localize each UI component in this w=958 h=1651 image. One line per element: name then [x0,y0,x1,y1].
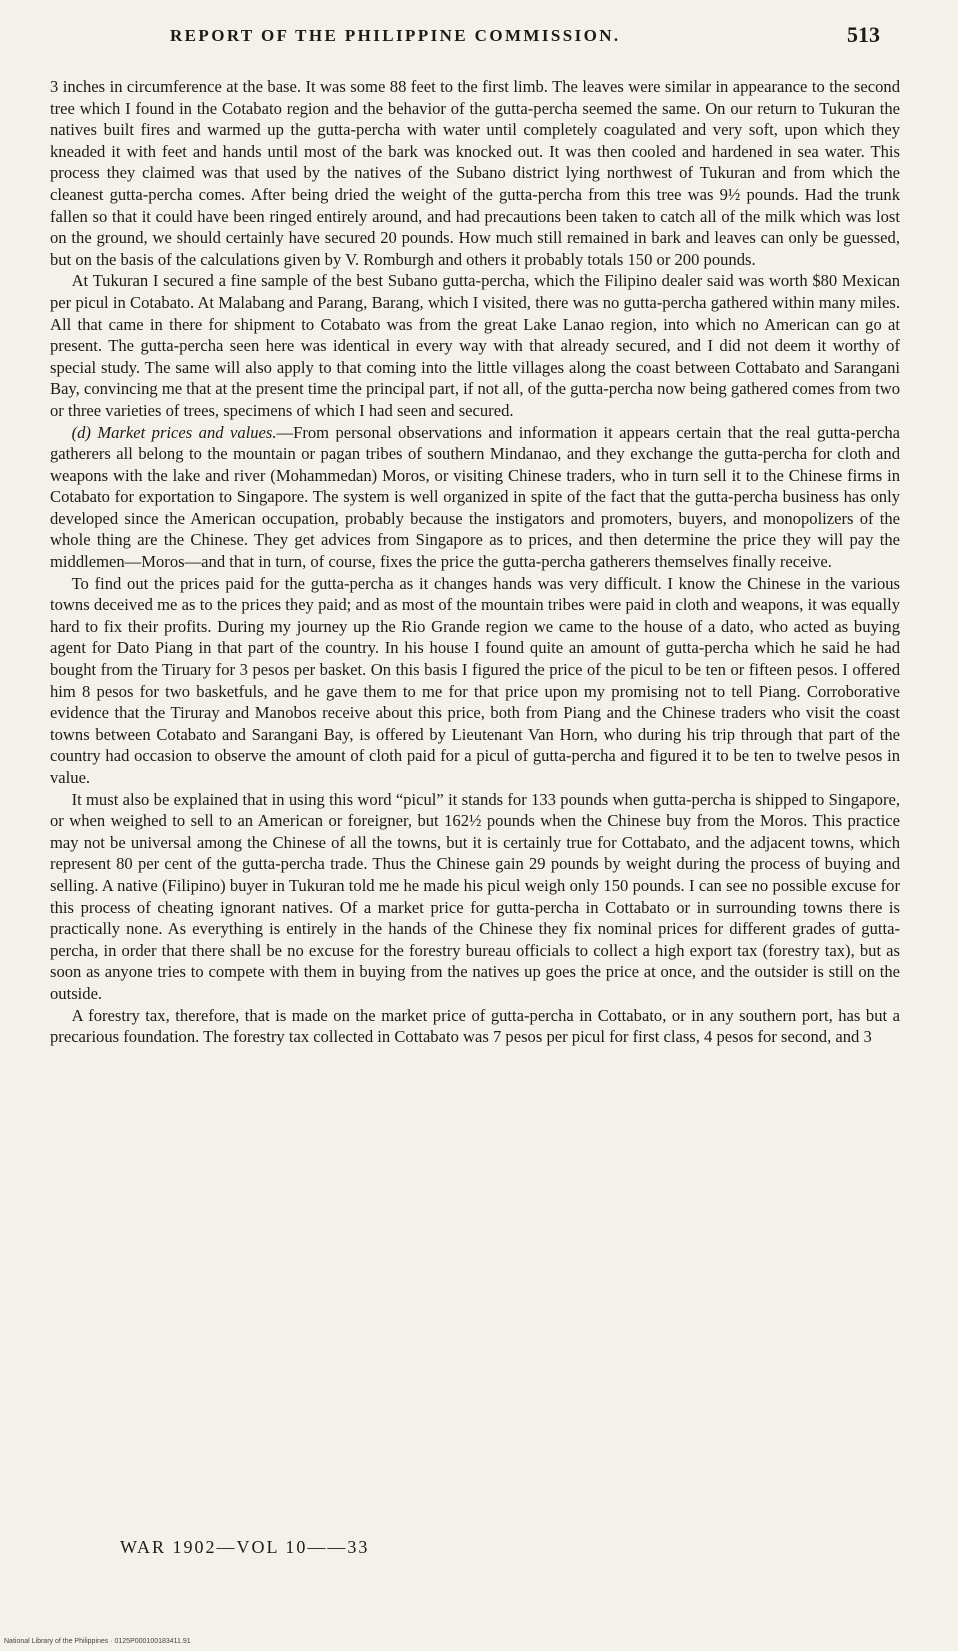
paragraph-3: (d) Market prices and values.—From personal observations and information it appears certain that the real gutta-percha gatherers all belong to the mountain or pagan tribes of southern Mindanao, and they exchange the gutta-percha for cloth and weapons with the lake and river (Mohammedan) Moros, or visiting Chinese traders, who in turn sell it to the Chinese firms in Cotabato for exportation to Singapore. The system is well organized in spite of the fact that the gutta-percha business has only developed since the American occupation, probably because the instigators and promoters, buyers, and monopolizers of the whole thing are the Chinese. They get advices from Singapore as to prices, and then determine the price they will pay the middlemen—Moros—and that in turn, of course, fixes the price the gutta-percha gatherers themselves finally receive. [50,422,900,572]
scan-imprint: National Library of the Philippines · 0125P000100183411.91 [4,1638,191,1645]
paragraph-4: To find out the prices paid for the gutta-percha as it changes hands was very difficult. I know the Chinese in the various towns deceived me as to the prices they paid; and as most of the mountain tribes were paid in cloth and weapons, it was equally hard to fix their profits. During my journey up the Rio Grande region we came to the house of a dato, who acted as buying agent for Dato Piang in that part of the country. In his house I found quite an amount of gutta-percha which he said he had bought from the Tiruary for 3 pesos per basket. On this basis I figured the price of the picul to be ten or fifteen pesos. I offered him 8 pesos for two basketfuls, and he gave them to me for that price upon my promising not to tell Piang. Corroborative evidence that the Tiruray and Manobos receive about this price, both from Piang and the Chinese traders who visit the coast towns between Cotabato and Sarangani Bay, is offered by Lieutenant Van Horn, who during his trip through that part of the country had occasion to observe the amount of cloth paid for a picul of gutta-percha and figured it to be ten to twelve pesos in value. [50,573,900,787]
running-head: REPORT OF THE PHILIPPINE COMMISSION. [170,26,621,45]
paragraph-6: A forestry tax, therefore, that is made on the market price of gutta-percha in Cottabato, or in any southern port, has but a precarious foundation. The forestry tax collected in Cottabato was 7 pesos per picul for first class, 4 pesos for second, and 3 [50,1005,900,1047]
page-header [160,20,880,50]
paragraph-2: At Tukuran I secured a fine sample of the best Subano gutta-percha, which the Filipino dealer said was worth $80 Mexican per picul in Cotabato. At Malabang and Parang, Barang, which I visited, there was no gutta-percha gathered within many miles. All that came in there for shipment to Cotabato was from the great Lake Lanao region, into which no American can go at present. The gutta-percha seen here was identical in every way with that already secured, and I did not deem it worthy of special study. The same will also apply to that coming into the little villages along the coast between Cottabato and Sarangani Bay, convincing me that at the present time the principal part, if not all, of the gutta-percha now being gathered comes from two or three varieties of trees, specimens of which I had seen and secured. [50,271,900,420]
paragraph-5: It must also be explained that in using this word “picul” it stands for 133 pounds when gutta-percha is shipped to Singapore, or when weighed to sell to an American or foreigner, but 162½ pounds when the Chinese buy from the Moros. This practice may not be universal among the Chinese of all the towns, but it is certainly true for Cottabato, and the adjacent towns, which represent 80 per cent of the gutta-percha trade. Thus the Chinese gain 29 pounds by weight during the process of buying and selling. A native (Filipino) buyer in Tukuran told me he made his picul weigh only 150 pounds. I can see no possible excuse for this process of cheating ignorant natives. Of a market price for gutta-percha in Cottabato or in surrounding towns there is practically none. As everything is entirely in the hands of the Chinese they fix nominal prices for different grades of gutta-percha, in order that there shall be no excuse for the forestry bureau officials to collect a high export tax (forestry tax), but as soon as anyone tries to compete with them in buying from the natives up goes the price at once, and the outsider is still on the outside. [50,789,900,1003]
paragraph-1: 3 inches in circumference at the base. It was some 88 feet to the first limb. The leaves were similar in appearance to the second tree which I found in the Cotabato region and the behavior of the gutta-percha seemed the same. On our return to Tukuran the natives built fires and warmed up the gutta-percha with water until completely coagulated and very soft, upon which they kneaded it with feet and hands until most of the bark was knocked out. It was then cooled and hardened in sea water. This process they claimed was that used by the natives of the Subano district lying northwest of Tukuran and from which the cleanest gutta-percha comes. After being dried the weight of the gutta-percha from this tree was 9½ pounds. Had the trunk fallen so that it could have been ringed entirely around, and had precautions been taken to catch all of the milk which was lost on the ground, we should certainly have secured 20 pounds. How much still remained in bark and leaves can only be guessed, but on the basis of the calculations given by V. Romburgh and others it probably totals 150 or 200 pounds. [50,77,900,269]
section-heading: (d) Market prices and values. [71,422,277,442]
signature-line: WAR 1902—VOL 10——33 [120,1537,370,1557]
body-text [50,76,900,1048]
page-number: 513 [847,22,880,47]
